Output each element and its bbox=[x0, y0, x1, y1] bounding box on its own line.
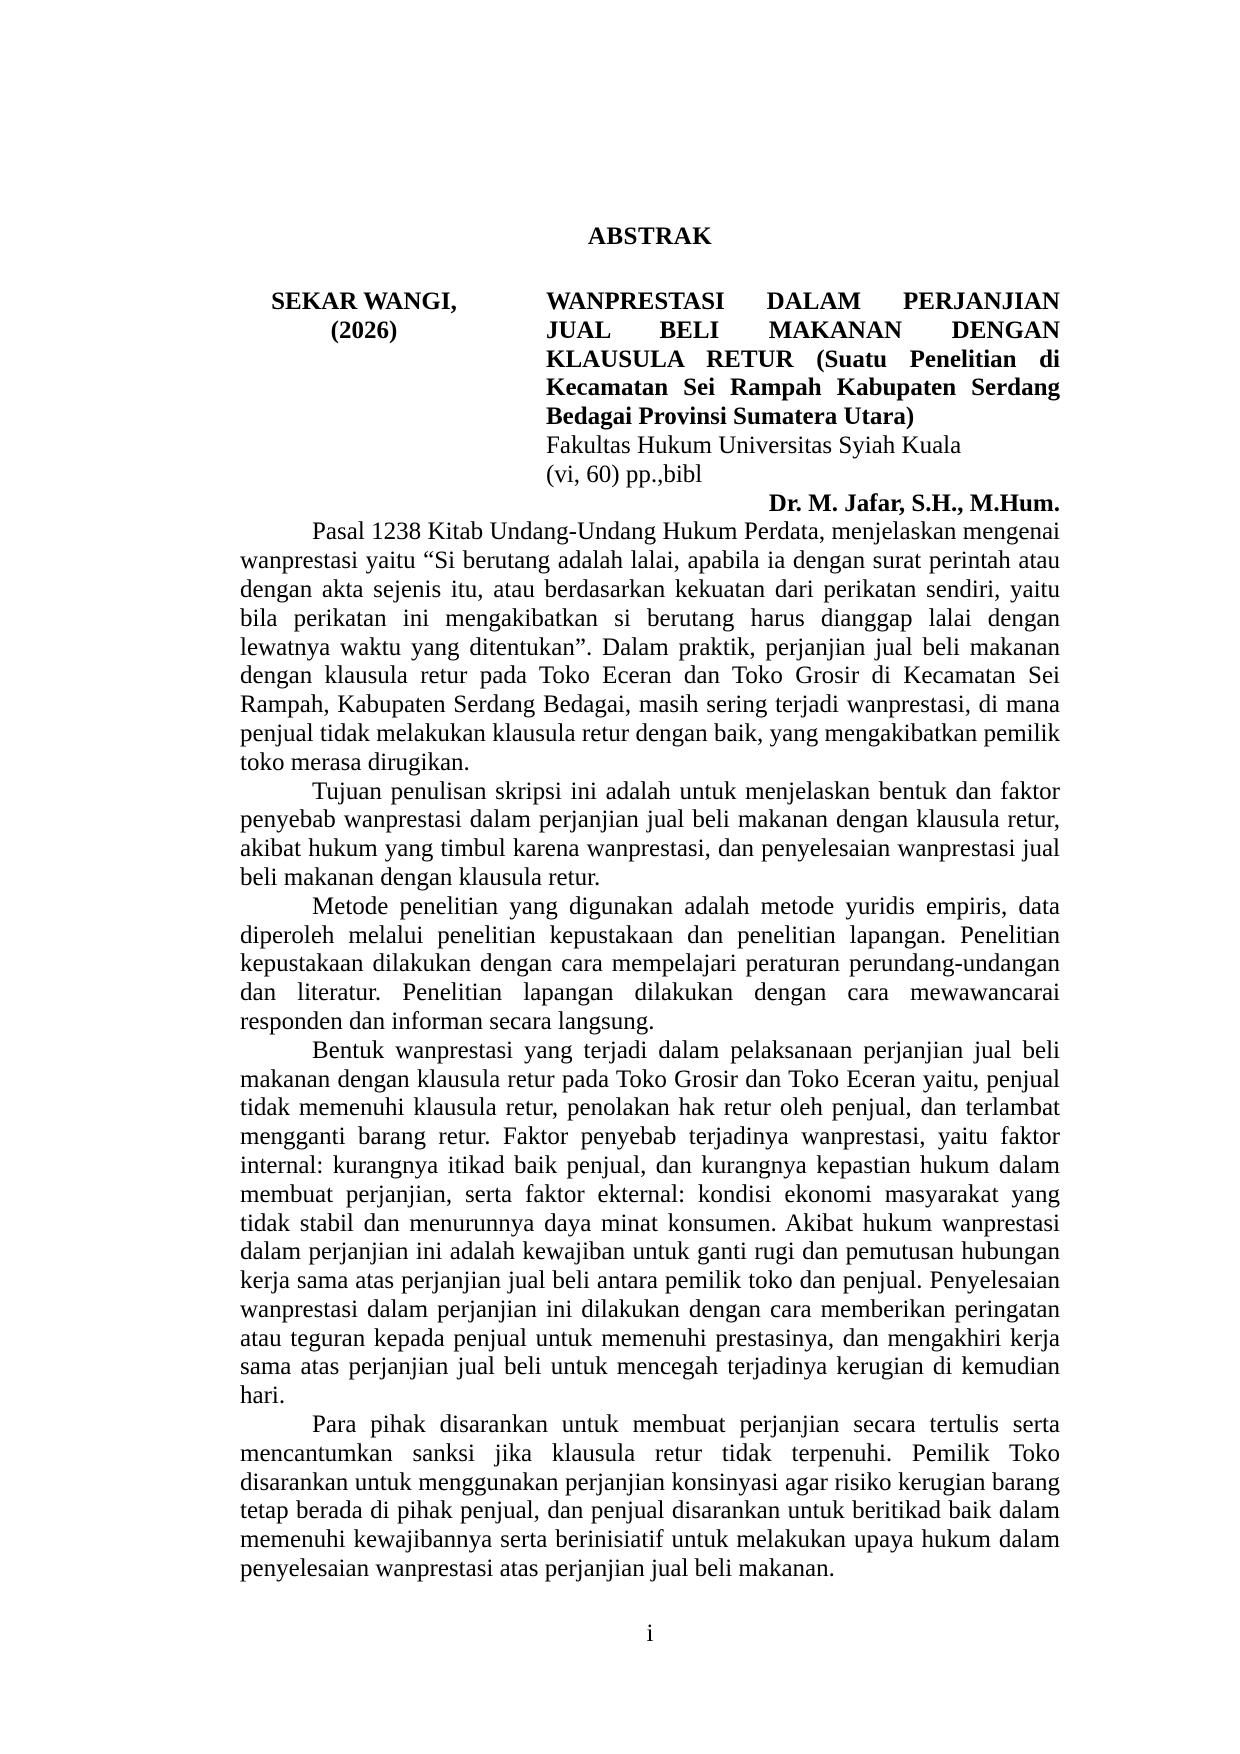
title-block bbox=[546, 288, 1060, 518]
thesis-title: WANPRESTASI DALAM PERJANJIAN JUAL BELI MAKANAN DENGAN KLAUSULA RETUR (Suatu Penelitian di Kecamatan Sei Rampah Kabupaten Serdang Bedagai Provinsi Sumatera Utara) bbox=[546, 288, 1060, 431]
supervisor-name: Dr. M. Jafar, S.H., M.Hum. bbox=[768, 489, 1060, 517]
abstract-paragraph: Bentuk wanprestasi yang terjadi dalam pelaksanaan perjanjian jual beli makanan dengan klausula retur pada Toko Grosir dan Toko Eceran yaitu, penjual tidak memenuhi klausula retur, penolakan hak retur oleh penjual, dan terlambat mengganti barang retur. Faktor penyebab terjadinya wanprestasi, yaitu faktor internal: kurangnya itikad baik penjual, dan kurangnya kepastian hukum dalam membuat perjanjian, serta faktor ekternal: kondisi ekonomi masyarakat yang tidak stabil dan menurunnya daya minat konsumen. Akibat hukum wanprestasi dalam perjanjian ini adalah kewajiban untuk ganti rugi dan pemutusan hubungan kerja sama atas perjanjian jual beli antara pemilik toko dan penjual. Penyelesaian wanprestasi dalam perjanjian ini dilakukan dengan cara memberikan peringatan atau teguran kepada penjual untuk memenuhi prestasinya, dan mengakhiri kerja sama atas perjanjian jual beli untuk mencegah terjadinya kerugian di kemudian hari. bbox=[240, 1036, 1060, 1410]
abstract-paragraph: Para pihak disarankan untuk membuat perjanjian secara tertulis serta mencantumkan sanksi jika klausula retur tidak terpenuhi. Pemilik Toko disarankan untuk menggunakan perjanjian konsinyasi agar risiko kerugian barang tetap berada di pihak penjual, dan penjual disarankan untuk beritikad baik dalam memenuhi kewajibannya serta berinisiatif untuk melakukan upaya hukum dalam penyelesaian wanprestasi atas perjanjian jual beli makanan. bbox=[240, 1411, 1060, 1583]
publication-year: (2026) bbox=[330, 316, 398, 344]
abstract-paragraph: Metode penelitian yang digunakan adalah metode yuridis empiris, data diperoleh melalui penelitian kepustakaan dan penelitian lapangan. Penelitian kepustakaan dilakukan dengan cara mempelajari peraturan perundang-undangan dan literatur. Penelitian lapangan dilakukan dengan cara mewawancarai responden dan informan secara langsung. bbox=[240, 892, 1060, 1035]
abstract-body bbox=[240, 518, 1060, 1583]
abstract-paragraph: Pasal 1238 Kitab Undang-Undang Hukum Perdata, menjelaskan mengenai wanprestasi yaitu “Si berutang adalah lalai, apabila ia dengan surat perintah atau dengan akta sejenis itu, atau berdasarkan kekuatan dari perikatan sendiri, yaitu bila perikatan ini mengakibatkan si berutang harus dianggap lalai dengan lewatnya waktu yang ditentukan”. Dalam praktik, perjanjian jual beli makanan dengan klausula retur pada Toko Eceran dan Toko Grosir di Kecamatan Sei Rampah, Kabupaten Serdang Bedagai, masih sering terjadi wanprestasi, di mana penjual tidak melakukan klausula retur dengan baik, yang mengakibatkan pemilik toko merasa dirugikan. bbox=[240, 518, 1060, 776]
abstract-header bbox=[240, 288, 1060, 518]
page-number: i bbox=[646, 1620, 654, 1647]
author-block bbox=[240, 288, 488, 346]
pagination-info: (vi, 60) pp.,bibl bbox=[546, 460, 703, 488]
page-title: ABSTRAK bbox=[587, 223, 713, 250]
author-name: SEKAR WANGI, bbox=[271, 288, 457, 315]
faculty-name: Fakultas Hukum Universitas Syiah Kuala bbox=[546, 431, 962, 459]
abstract-paragraph: Tujuan penulisan skripsi ini adalah untuk menjelaskan bentuk dan faktor penyebab wanprestasi dalam perjanjian jual beli makanan dengan klausula retur, akibat hukum yang timbul karena wanprestasi, dan penyelesaian wanprestasi jual beli makanan dengan klausula retur. bbox=[240, 777, 1060, 891]
